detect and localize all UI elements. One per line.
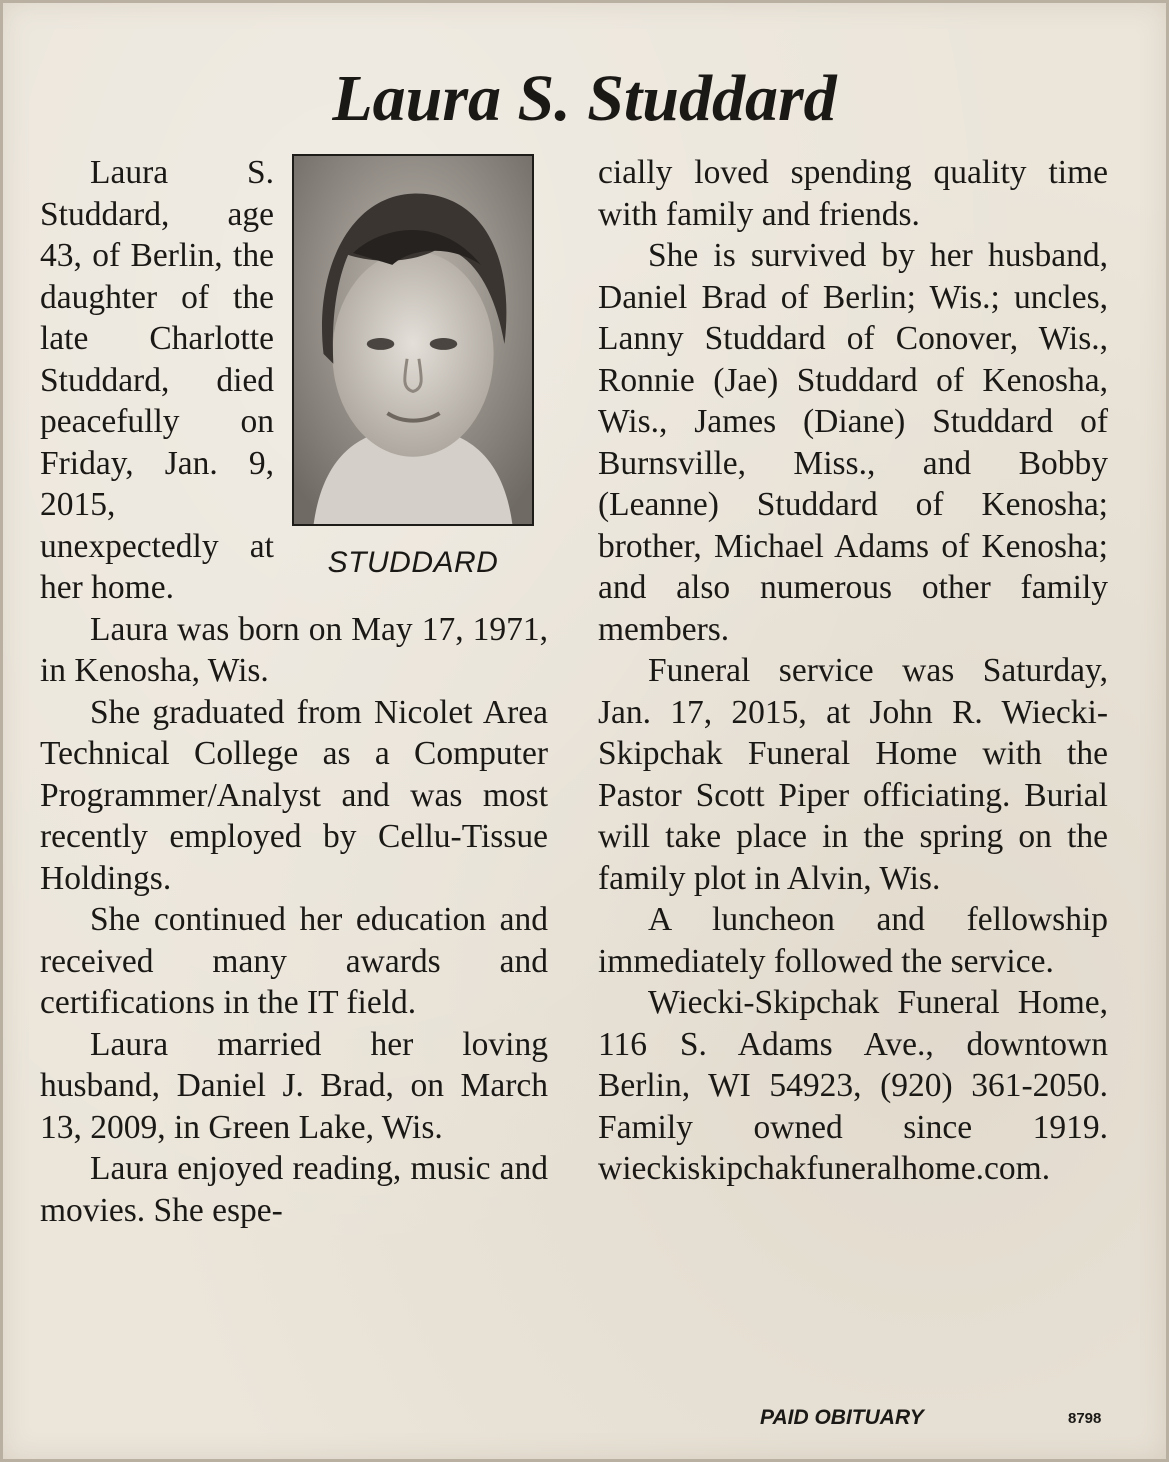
column-right [598, 152, 1108, 1190]
photo-caption: STUDDARD [327, 546, 499, 579]
paragraph: Funeral service was Saturday, Jan. 17, 2015, at John R. Wiecki-Skipchak Funeral Home with the Pastor Scott Piper officiating. Burial will take place in the spring on the family plot in Alvin, Wis. [598, 652, 1108, 897]
photo-block [288, 152, 548, 594]
paragraph: She graduated from Nicolet Area Technical College as a Computer Programmer/Analyst and was most recently employed by Cellu-Tissue Holdings. [40, 693, 548, 897]
paid-obituary-label: PAID OBITUARY [760, 1406, 924, 1429]
paragraph: Laura enjoyed reading, music and movies. She espe- [40, 1150, 548, 1229]
paragraph: She continued her education and received many awards and certifications in the IT field. [40, 901, 548, 1021]
paragraph: Laura S. Studdard, age 43, of Berlin, the daughter of the late Charlotte Studdard, died peacefully on Friday, Jan. 9, 2015, unexpectedly at her home. [40, 154, 274, 606]
paragraph: cially loved spending quality time with family and friends. [598, 154, 1108, 233]
portrait-image-icon [294, 156, 532, 524]
paragraph: Laura was born on May 17, 1971, in Kenosha, Wis. [40, 610, 548, 689]
paragraph: A luncheon and fellowship immediately followed the service. [598, 901, 1108, 980]
paragraph: She is survived by her husband, Daniel Brad of Berlin; Wis.; uncles, Lanny Studdard of Conover, Wis., Ronnie (Jae) Studdard of Kenosha, Wis., James (Diane) Studdard of Burnsville, Miss., and Bobby (Leanne) Studdard of Kenosha; brother, Michael Adams of Kenosha; and also numerous other family members. [598, 237, 1108, 648]
column-left [40, 152, 548, 1231]
portrait-photo [292, 154, 534, 526]
ad-code: 8798 [1068, 1410, 1102, 1427]
obituary-title: Laura S. Studdard [332, 62, 837, 136]
paragraph: Wiecki-Skipchak Funeral Home, 116 S. Adams Ave., downtown Berlin, WI 54923, (920) 361-2050. Family owned since 1919. wieckiskipchakfuneralhome.com. [598, 984, 1108, 1187]
paragraph: Laura married her loving husband, Daniel J. Brad, on March 13, 2009, in Green Lake, Wis. [40, 1025, 548, 1146]
